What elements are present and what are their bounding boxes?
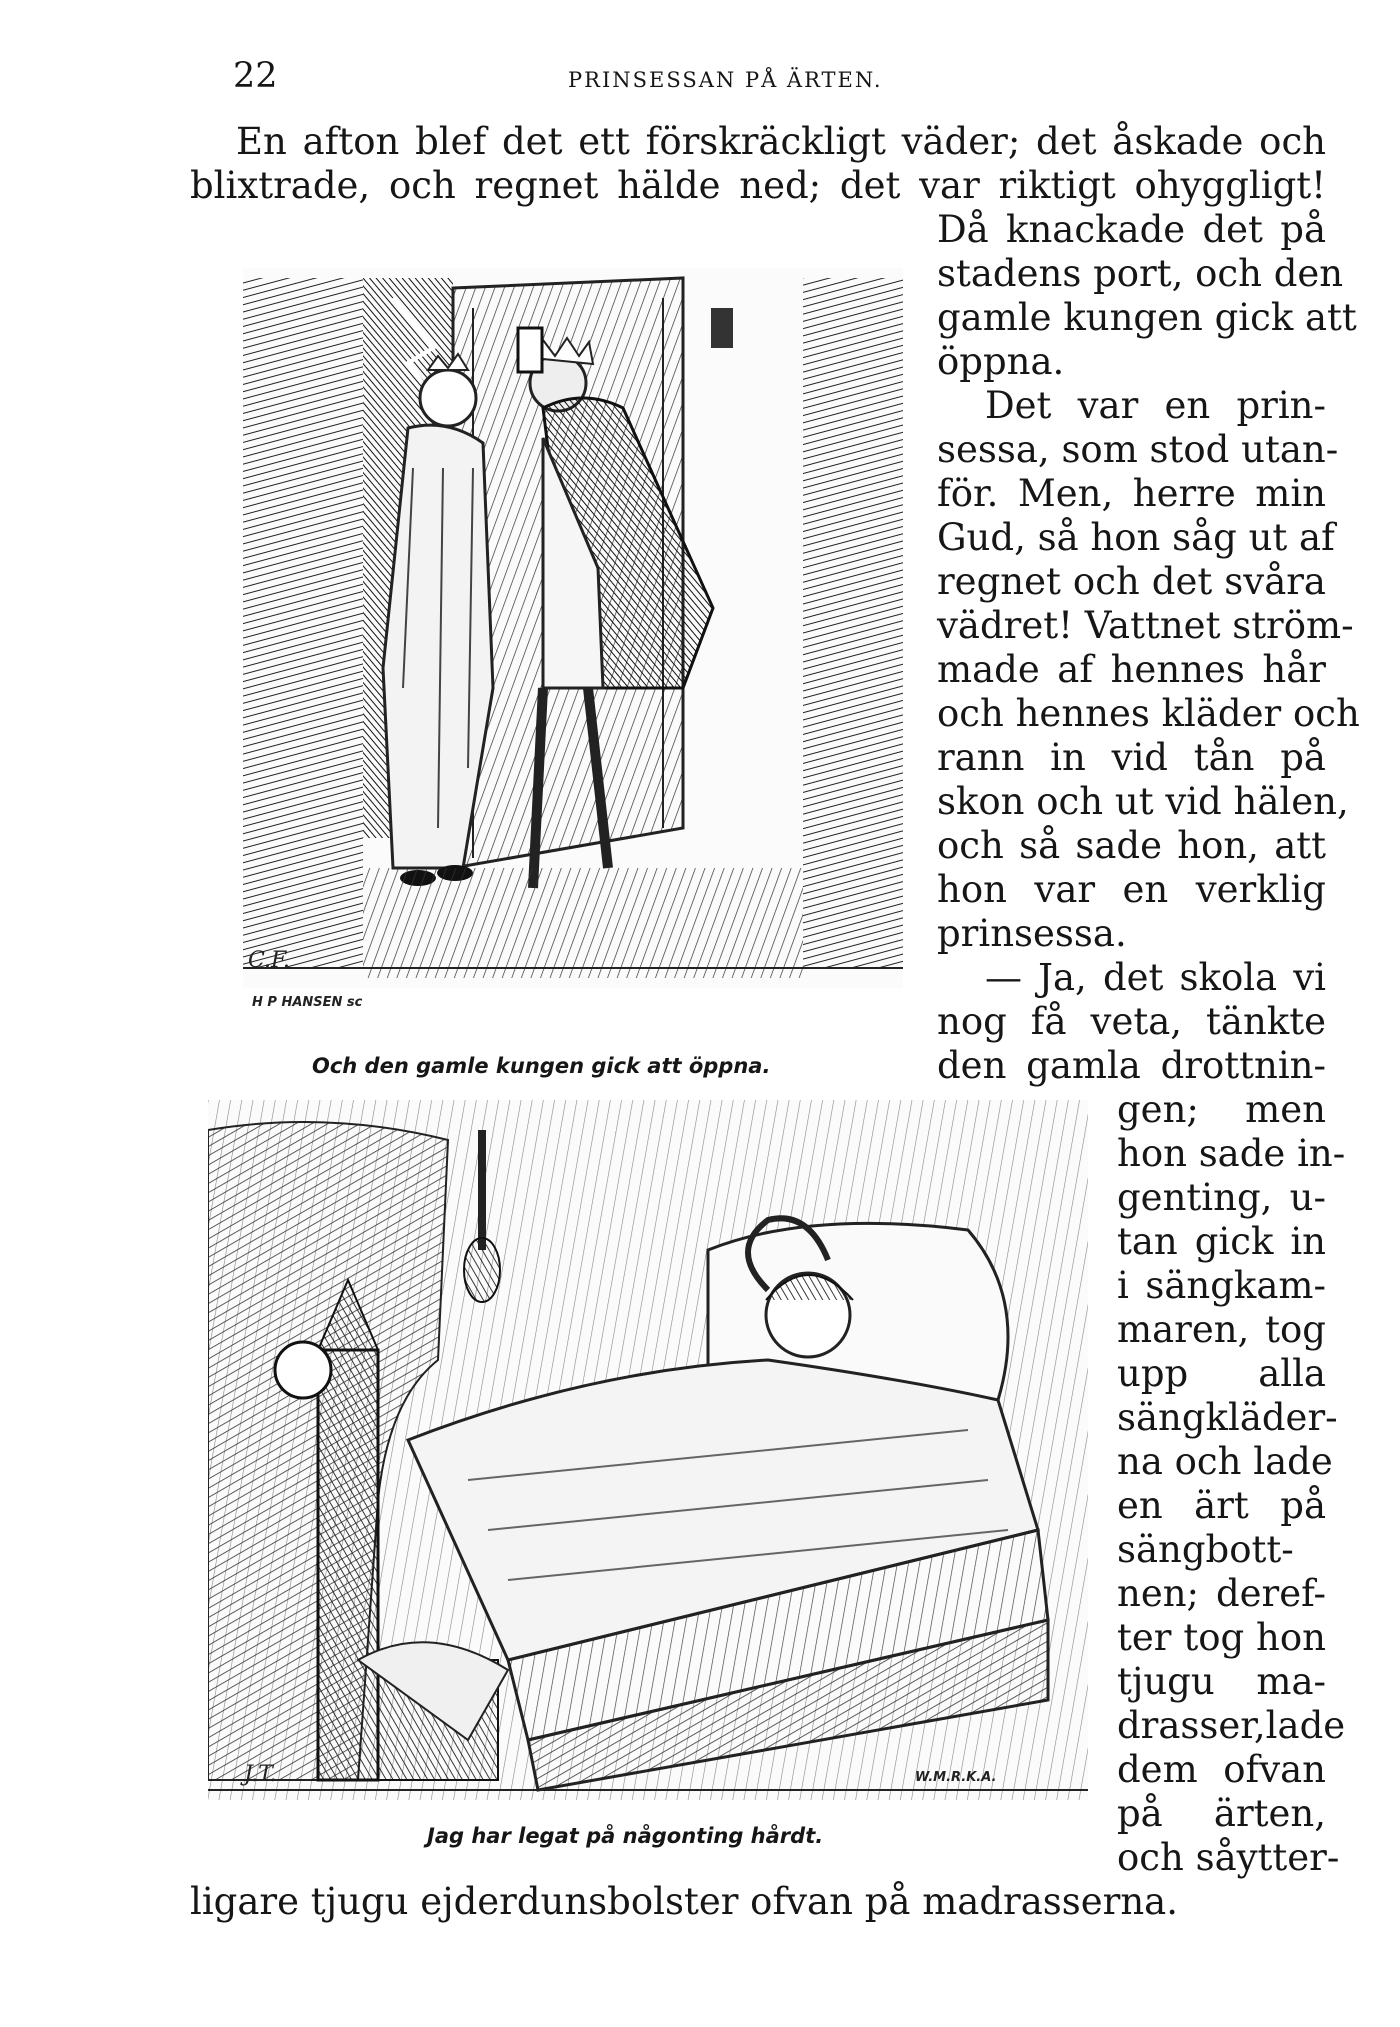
text-line: ligare tjugu ejderdunsbolster ofvan på madrasserna. xyxy=(190,1880,1178,1923)
illustration-princess-in-bed xyxy=(208,1100,1088,1800)
text-line: hon var en verklig xyxy=(937,868,1326,911)
text-line: den gamla drottnin- xyxy=(937,1044,1326,1087)
text-line: hon sade in- xyxy=(1117,1132,1346,1175)
text-line: En afton blef det ett förskräckligt väder; det åskade och xyxy=(236,120,1326,163)
text-line: maren, tog xyxy=(1117,1308,1326,1351)
text-line: och hennes kläder och xyxy=(937,692,1360,735)
text-line: och så sade hon, att xyxy=(937,824,1326,867)
text-line: regnet och det svåra xyxy=(937,560,1326,603)
text-line: gamle kungen gick att xyxy=(937,296,1357,339)
text-line: na och lade xyxy=(1117,1440,1333,1483)
text-line: Då knackade det på xyxy=(937,208,1326,251)
text-line: i sängkam- xyxy=(1117,1264,1326,1307)
illustrator-monogram: J.T. xyxy=(244,1762,277,1787)
text-line: öppna. xyxy=(937,340,1065,383)
text-line: tan gick in xyxy=(1117,1220,1326,1263)
text-line: en ärt på xyxy=(1117,1484,1326,1527)
engraving-door-scene xyxy=(243,268,903,988)
text-line: — Ja, det skola vi xyxy=(985,956,1326,999)
figure-caption: Och den gamle kungen gick att öppna. xyxy=(312,1054,771,1078)
text-line: tjugu ma- xyxy=(1117,1660,1326,1703)
engraver-monogram: C.F. xyxy=(248,948,290,973)
text-line: gen; men xyxy=(1117,1088,1326,1131)
engraving-bed-scene xyxy=(208,1100,1088,1800)
text-line: sängbott- xyxy=(1117,1528,1294,1571)
page-number: 22 xyxy=(233,56,278,96)
text-line: och såytter- xyxy=(1117,1836,1340,1879)
text-line: skon och ut vid hälen, xyxy=(937,780,1349,823)
text-line: stadens port, och den xyxy=(937,252,1344,295)
text-line: dem ofvan xyxy=(1117,1748,1326,1791)
text-line: prinsessa. xyxy=(937,912,1127,955)
running-head xyxy=(0,56,1400,100)
text-line: Det var en prin- xyxy=(985,384,1326,427)
text-line: sängkläder- xyxy=(1117,1396,1338,1439)
text-line: för. Men, herre min xyxy=(937,472,1326,515)
text-line: på ärten, xyxy=(1117,1792,1326,1835)
text-line: sessa, som stod utan- xyxy=(937,428,1339,471)
text-line: rann in vid tån på xyxy=(937,736,1326,779)
engraver-signature: H P HANSEN sc xyxy=(252,995,363,1010)
text-line: made af hennes hår xyxy=(937,648,1326,691)
text-line: nen; deref- xyxy=(1117,1572,1326,1615)
running-title: PRINSESSAN PÅ ÄRTEN. xyxy=(568,68,883,92)
text-line: nog få veta, tänkte xyxy=(937,1000,1326,1043)
engraver-signature: W.M.R.K.A. xyxy=(915,1770,997,1785)
text-line: upp alla xyxy=(1117,1352,1326,1395)
text-line: genting, u- xyxy=(1117,1176,1326,1219)
text-line: Gud, så hon såg ut af xyxy=(937,516,1335,559)
text-line: ter tog hon xyxy=(1117,1616,1326,1659)
text-line: drasser,lade xyxy=(1117,1704,1346,1747)
text-line: blixtrade, och regnet hälde ned; det var riktigt ohyggligt! xyxy=(190,164,1326,207)
text-line: vädret! Vattnet ström- xyxy=(937,604,1354,647)
figure-caption: Jag har legat på någonting hårdt. xyxy=(427,1824,824,1848)
illustration-king-at-door xyxy=(243,268,903,988)
